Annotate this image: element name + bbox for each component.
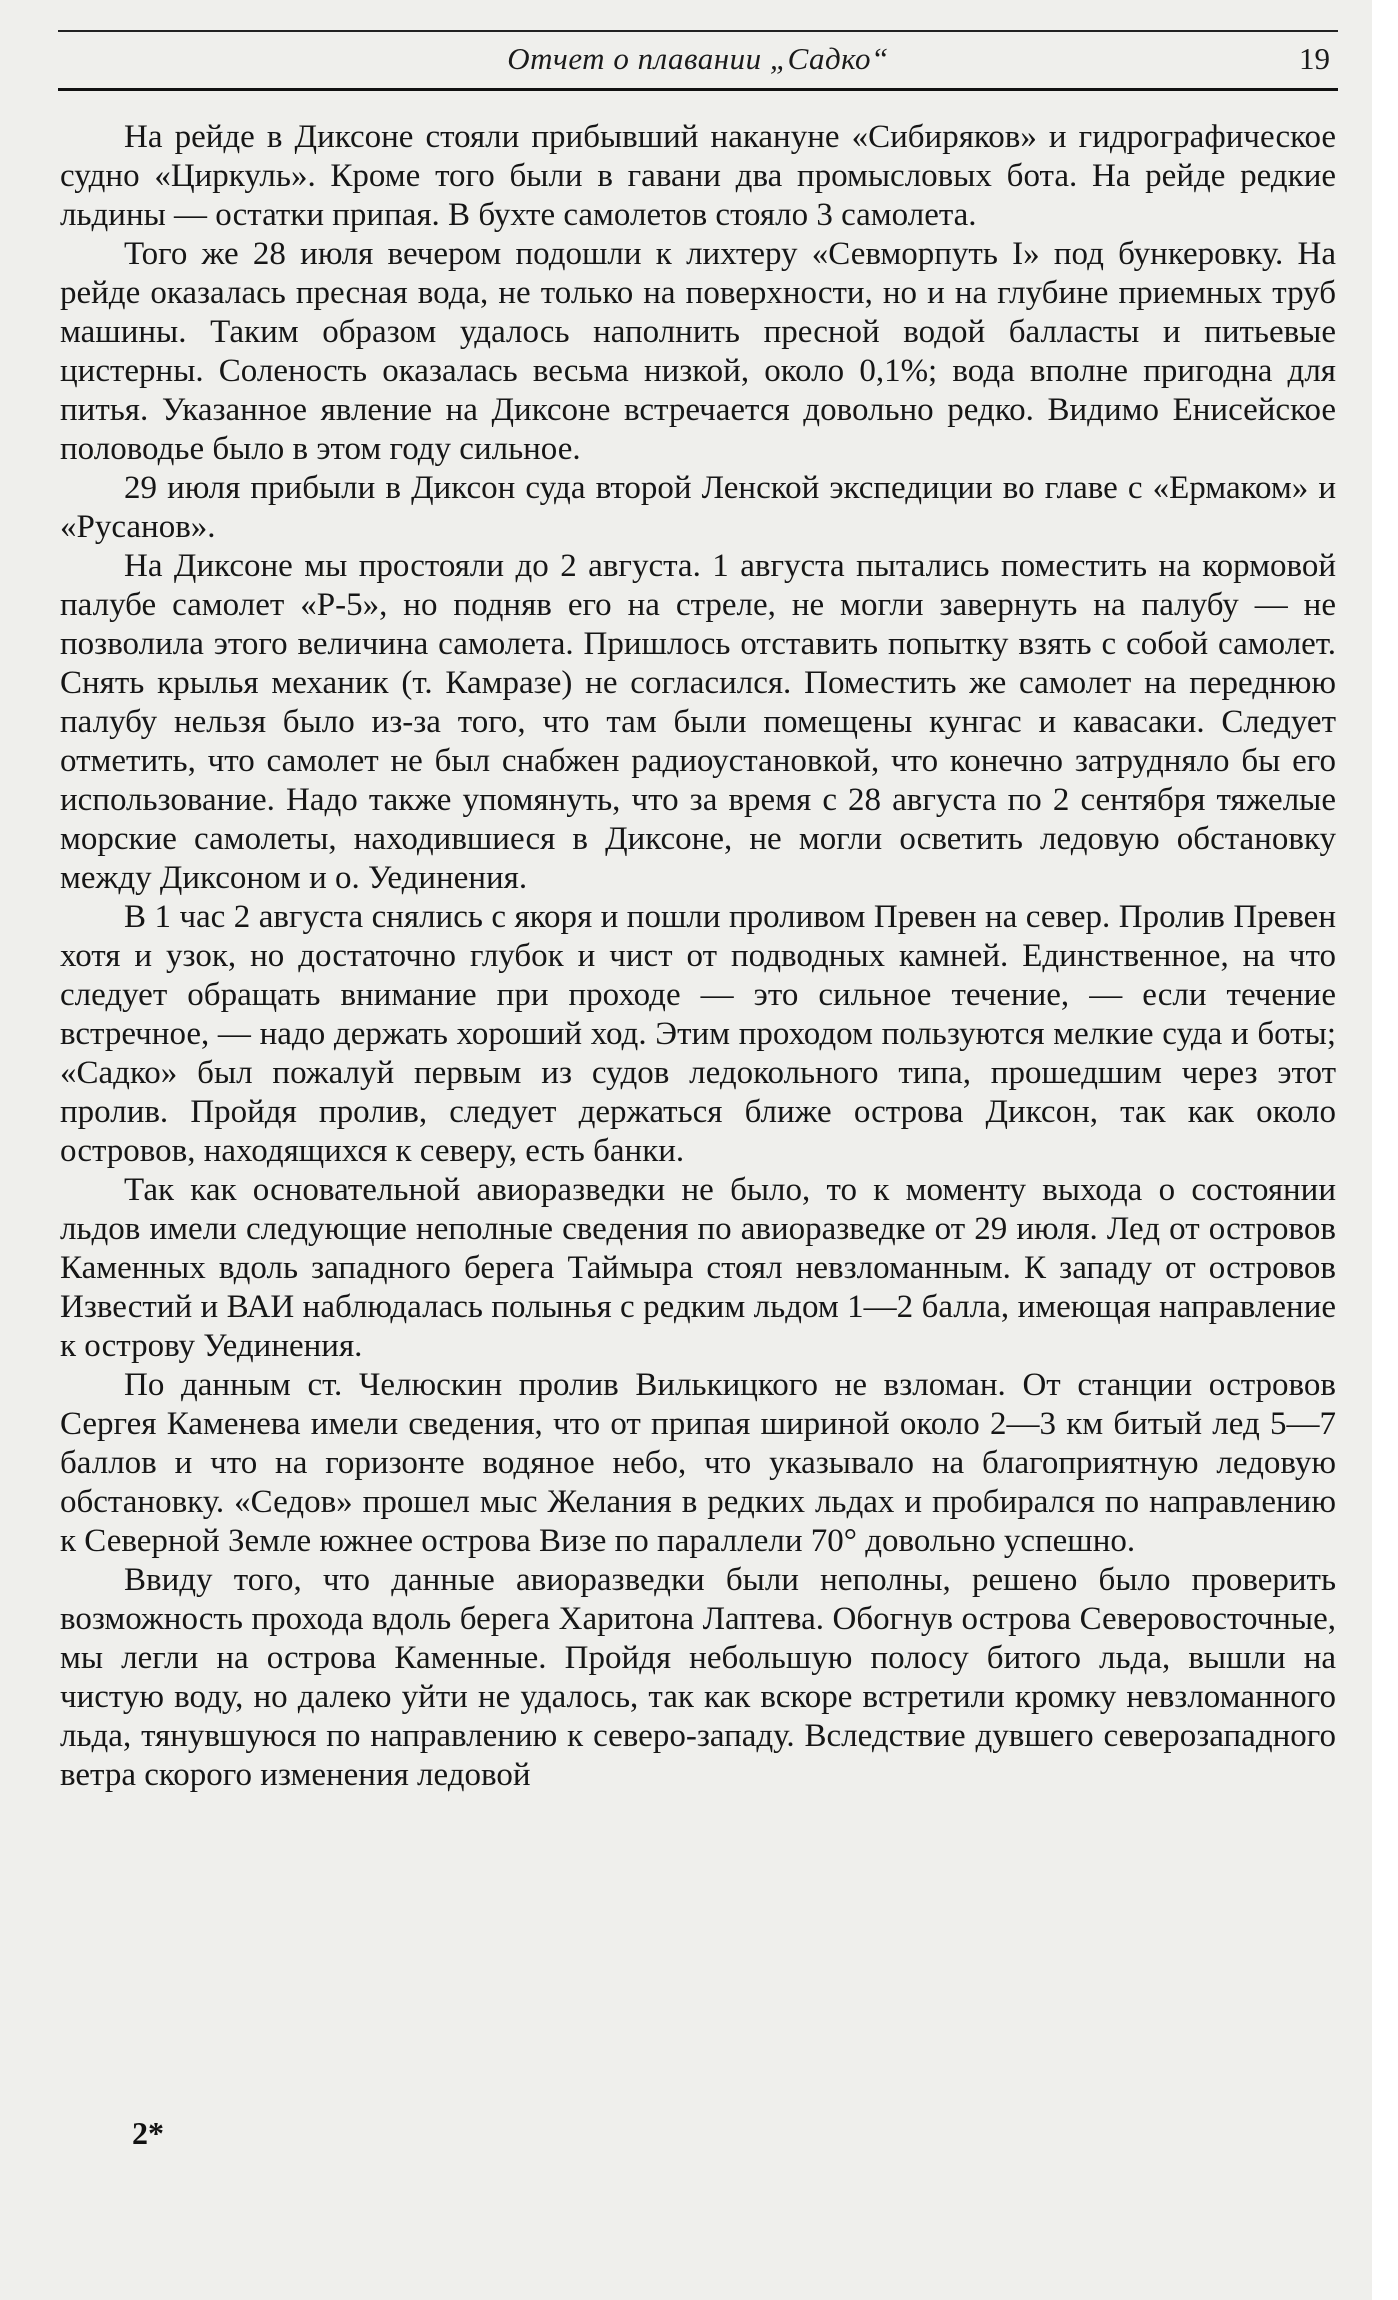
paragraph: Того же 28 июля вечером подошли к лихтеру «Севморпуть I» под бункеровку. На рейде оказалась пресная вода, не только на поверхности, но и на глубине приемных труб машины. Таким образом удалось наполнить пресной водой балласты и питьевые цистерны. Соленость оказалась весьма низкой, около 0,1%; вода вполне пригодна для питья. Указанное явление на Диксоне встречается довольно редко. Видимо Енисейское половодье было в этом году сильное. (60, 236, 1336, 467)
paragraph: Ввиду того, что данные авиоразведки были неполны, решено было проверить возможность прохода вдоль берега Харитона Лаптева. Обогнув острова Северовосточные, мы легли на острова Каменные. Пройдя небольшую полосу битого льда, вышли на чистую воду, но далеко уйти не удалось, так как вскоре встретили кромку невзломанного льда, тянувшуюся по направлению к северо-западу. Вследствие дувшего северозападного ветра скорого изменения ледовой (60, 1562, 1336, 1793)
paragraph: На рейде в Диксоне стояли прибывший накануне «Сибиряков» и гидрографическое судно «Циркуль». Кроме того были в гавани два промысловых бота. На рейде редкие льдины — остатки припая. В бухте самолетов стояло 3 самолета. (60, 119, 1336, 233)
page-number: 19 (1299, 41, 1330, 76)
running-title: Отчет о плавании „Садко“ (507, 41, 889, 76)
running-header (58, 30, 1338, 90)
page-margin (1372, 0, 1398, 2300)
paragraph: В 1 час 2 августа снялись с якоря и пошли проливом Превен на север. Пролив Превен хотя и узок, но достаточно глубок и чист от подводных камней. Единственное, на что следует обращать внимание при проходе — это сильное течение, — если течение встречное, — надо держать хороший ход. Этим проходом пользуются мелкие суда и боты; «Садко» был пожалуй первым из судов ледокольного типа, прошедшим через этот пролив. Пройдя пролив, следует держаться ближе острова Диксон, так как около островов, находящихся к северу, есть банки. (60, 899, 1336, 1169)
printer-signature-mark: 2* (132, 2115, 164, 2151)
header-bottom-rule (58, 88, 1338, 91)
paragraph: Так как основательной авиоразведки не было, то к моменту выхода о состоянии льдов имели следующие неполные сведения по авиоразведке от 29 июля. Лед от островов Каменных вдоль западного берега Таймыра стоял невзломанным. К западу от островов Известий и ВАИ наблюдалась полынья с редким льдом 1—2 балла, имеющая направление к острову Уединения. (60, 1172, 1336, 1364)
body-text (60, 118, 1336, 1795)
paragraph: На Диксоне мы простояли до 2 августа. 1 августа пытались поместить на кормовой палубе самолет «Р-5», но подняв его на стреле, не могли завернуть на палубу — не позволила этого величина самолета. Пришлось отставить попытку взять с собой самолет. Снять крылья механик (т. Камразе) не согласился. Поместить же самолет на переднюю палубу нельзя было из-за того, что там были помещены кунгас и кавасаки. Следует отметить, что самолет не был снабжен радиоустановкой, что конечно затрудняло бы его использование. Надо также упомянуть, что за время с 28 августа по 2 сентября тяжелые морские самолеты, находившиеся в Диксоне, не могли осветить ледовую обстановку между Диксоном и о. Уединения. (60, 548, 1336, 896)
paragraph: По данным ст. Челюскин пролив Вилькицкого не взломан. От станции островов Сергея Каменева имели сведения, что от припая шириной около 2—3 км битый лед 5—7 баллов и что на горизонте водяное небо, что указывало на благоприятную ледовую обстановку. «Седов» прошел мыс Желания в редких льдах и пробирался по направлению к Северной Земле южнее острова Визе по параллели 70° довольно успешно. (60, 1367, 1336, 1559)
paragraph: 29 июля прибыли в Диксон суда второй Ленской экспедиции во главе с «Ермаком» и «Русанов». (60, 470, 1336, 545)
header-top-rule (58, 30, 1338, 32)
